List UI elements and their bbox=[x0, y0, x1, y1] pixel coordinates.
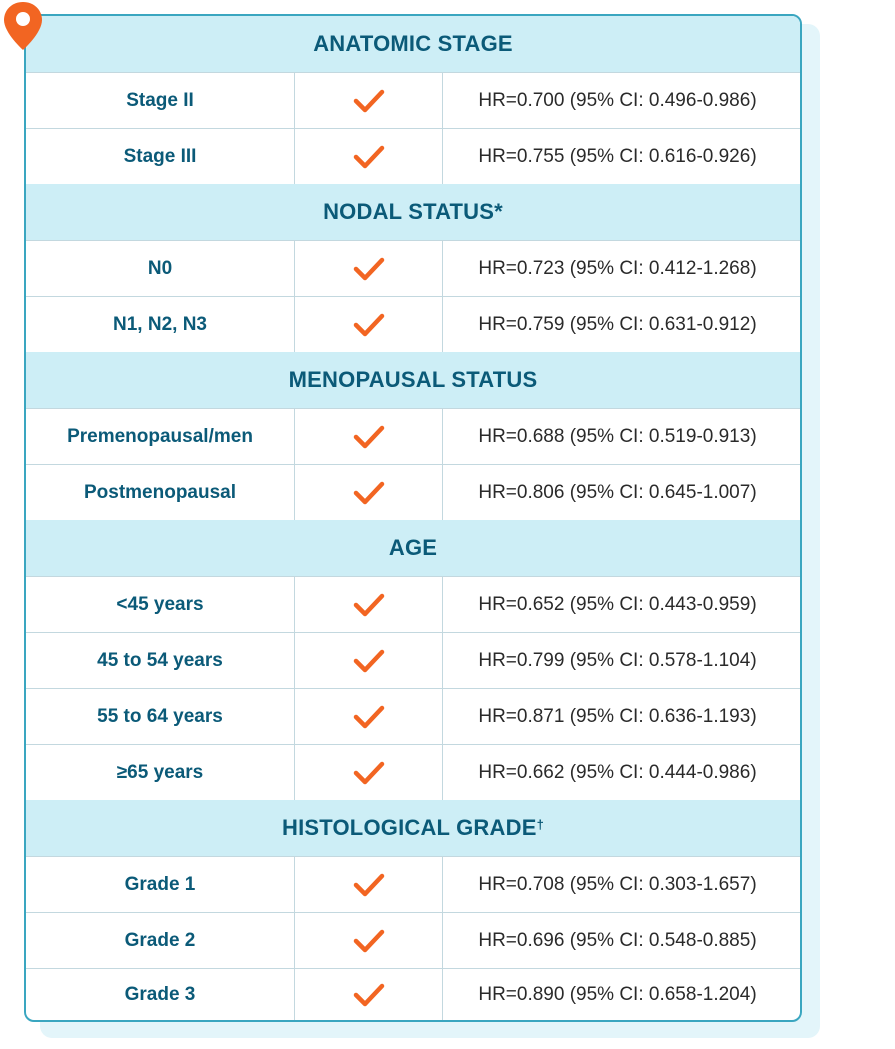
hazard-ratio: HR=0.806 (95% CI: 0.645-1.007) bbox=[478, 481, 757, 503]
table-row bbox=[26, 464, 800, 520]
row-label: 45 to 54 years bbox=[26, 633, 295, 688]
check-icon bbox=[295, 913, 443, 968]
table-row bbox=[26, 968, 800, 1021]
check-icon bbox=[295, 969, 443, 1021]
hazard-ratio: HR=0.708 (95% CI: 0.303-1.657) bbox=[478, 873, 757, 895]
table-row bbox=[26, 72, 800, 128]
table-row bbox=[26, 408, 800, 464]
table-row bbox=[26, 240, 800, 296]
hazard-ratio: HR=0.652 (95% CI: 0.443-0.959) bbox=[478, 593, 757, 615]
section-header: AGE bbox=[26, 520, 800, 576]
table-row bbox=[26, 744, 800, 800]
section-anatomic-stage bbox=[26, 16, 800, 184]
check-icon bbox=[295, 857, 443, 912]
row-label: <45 years bbox=[26, 577, 295, 632]
row-label: Grade 2 bbox=[26, 913, 295, 968]
row-label: Stage II bbox=[26, 73, 295, 128]
hazard-ratio: HR=0.662 (95% CI: 0.444-0.986) bbox=[478, 761, 757, 783]
hazard-ratio: HR=0.696 (95% CI: 0.548-0.885) bbox=[478, 929, 757, 951]
table-row bbox=[26, 688, 800, 744]
check-icon bbox=[295, 745, 443, 800]
table-row bbox=[26, 912, 800, 968]
section-header: ANATOMIC STAGE bbox=[26, 16, 800, 72]
table-row bbox=[26, 632, 800, 688]
hazard-ratio: HR=0.688 (95% CI: 0.519-0.913) bbox=[478, 425, 757, 447]
row-label: Postmenopausal bbox=[26, 465, 295, 520]
row-label: ≥65 years bbox=[26, 745, 295, 800]
check-icon bbox=[295, 241, 443, 296]
table-row bbox=[26, 576, 800, 632]
table-row bbox=[26, 128, 800, 184]
row-label: Grade 1 bbox=[26, 857, 295, 912]
section-header: NODAL STATUS* bbox=[26, 184, 800, 240]
subgroup-table bbox=[24, 14, 802, 1022]
table-row bbox=[26, 856, 800, 912]
hazard-ratio: HR=0.799 (95% CI: 0.578-1.104) bbox=[478, 649, 757, 671]
hazard-ratio: HR=0.755 (95% CI: 0.616-0.926) bbox=[478, 145, 757, 167]
check-icon bbox=[295, 633, 443, 688]
row-label: N0 bbox=[26, 241, 295, 296]
section-menopausal-status bbox=[26, 352, 800, 520]
row-label: 55 to 64 years bbox=[26, 689, 295, 744]
hazard-ratio: HR=0.890 (95% CI: 0.658-1.204) bbox=[478, 984, 757, 1005]
check-icon bbox=[295, 73, 443, 128]
check-icon bbox=[295, 409, 443, 464]
check-icon bbox=[295, 465, 443, 520]
location-pin-icon bbox=[2, 0, 44, 52]
hazard-ratio: HR=0.759 (95% CI: 0.631-0.912) bbox=[478, 313, 757, 335]
row-label: Premenopausal/men bbox=[26, 409, 295, 464]
hazard-ratio: HR=0.871 (95% CI: 0.636-1.193) bbox=[478, 705, 757, 727]
check-icon bbox=[295, 577, 443, 632]
section-header: MENOPAUSAL STATUS bbox=[26, 352, 800, 408]
table-row bbox=[26, 296, 800, 352]
row-label: N1, N2, N3 bbox=[26, 297, 295, 352]
check-icon bbox=[295, 297, 443, 352]
hazard-ratio: HR=0.700 (95% CI: 0.496-0.986) bbox=[478, 89, 757, 111]
section-age bbox=[26, 520, 800, 800]
check-icon bbox=[295, 689, 443, 744]
hazard-ratio: HR=0.723 (95% CI: 0.412-1.268) bbox=[478, 257, 757, 279]
row-label: Stage III bbox=[26, 129, 295, 184]
section-nodal-status bbox=[26, 184, 800, 352]
section-histological-grade bbox=[26, 800, 800, 1021]
section-header: HISTOLOGICAL GRADE † bbox=[26, 800, 800, 856]
row-label: Grade 3 bbox=[26, 969, 295, 1021]
check-icon bbox=[295, 129, 443, 184]
